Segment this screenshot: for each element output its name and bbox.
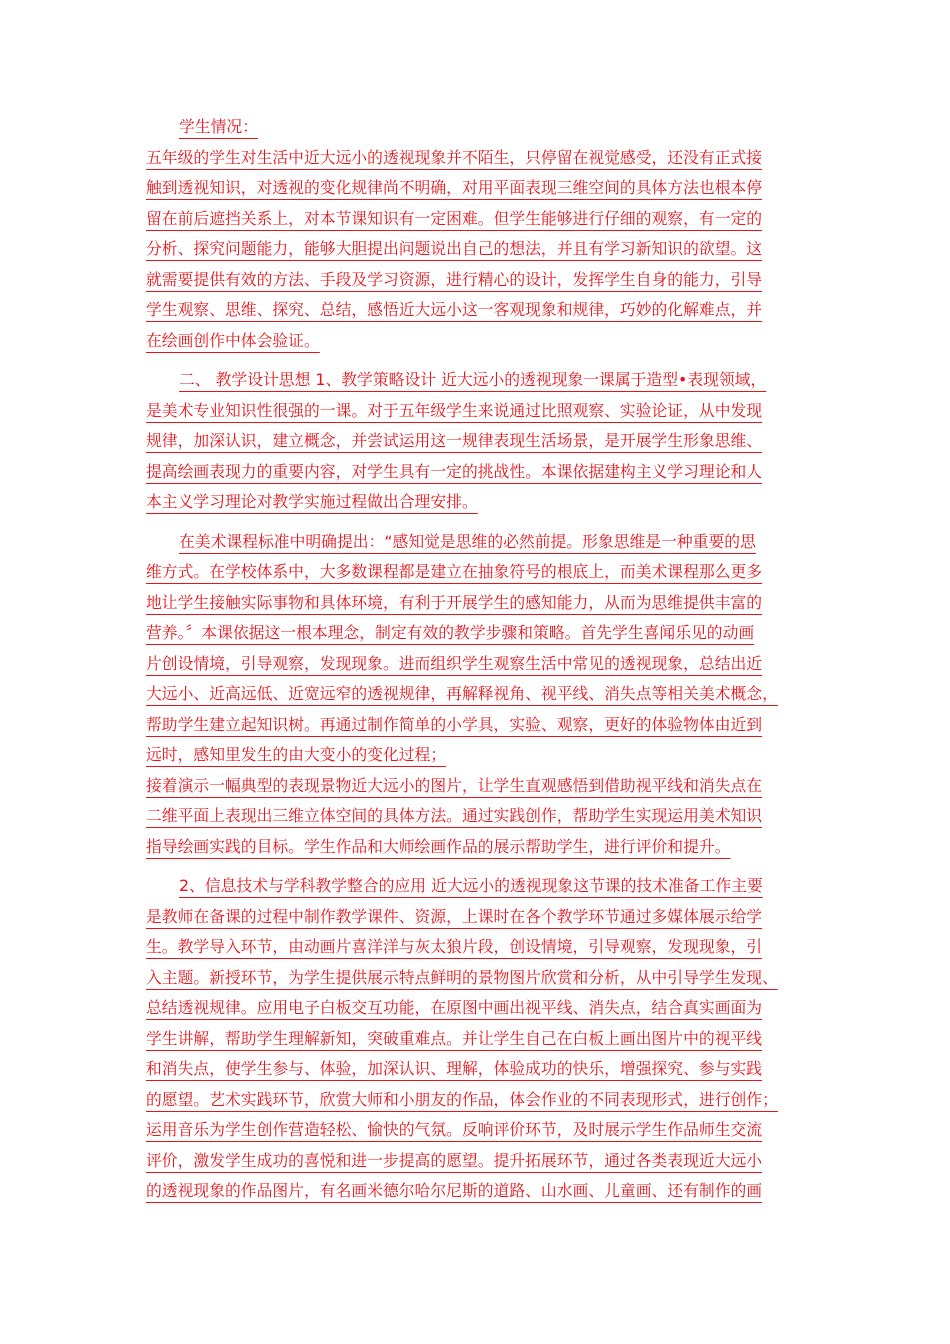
text-line: 二维平面上表现出三维立体空间的具体方法。通过实践创作，帮助学生实现运用美术知识 xyxy=(146,806,763,825)
text-line: 触到透视知识，对透视的变化规律尚不明确，对用平面表现三维空间的具体方法也根本停 xyxy=(146,178,763,197)
text-line: 评价，激发学生成功的喜悦和进一步提高的愿望。提升拓展环节，通过各类表现近大远小 xyxy=(146,1150,763,1170)
text-line: 规律，加深认识，建立概念，并尝试运用这一规律表现生活场景，是开展学生形象思维、 xyxy=(146,431,763,450)
text-line: 学生观察、思维、探究、总结，感悟近大远小这一客观现象和规律，巧妙的化解难点，并 xyxy=(146,300,763,319)
paragraph-gap xyxy=(146,518,802,527)
text-line: 在美术课程标准中明确提出：“感知觉是思维的必然前提。形象思维是一种重要的思 xyxy=(179,531,756,551)
paragraph-gap xyxy=(146,356,802,365)
text-line: 就需要提供有效的方法、手段及学习资源，进行精心的设计，发挥学生自身的能力，引导 xyxy=(146,269,763,289)
text-line: 帮助学生建立起知识树。再通过制作简单的小学具，实验、观察，更好的体验物体由近到 xyxy=(146,714,763,734)
text-line: 大远小、近高远低、近宽远窄的透视规律，再解释视角、视平线、消失点等相关美术概念， xyxy=(146,684,778,703)
text-line: 的透视现象的作品图片，有名画米德尔哈尔尼斯的道路、山水画、儿童画、还有制作的画 xyxy=(146,1181,763,1200)
section-it xyxy=(146,871,802,1207)
text-line: 在绘画创作中体会验证。 xyxy=(146,330,320,350)
section-student xyxy=(146,112,802,356)
text-line: 分析、探究问题能力，能够大胆提出问题说出自己的想法，并且有学习新知识的欲望。这 xyxy=(146,239,763,258)
text-line: 远时，感知里发生的由大变小的变化过程； xyxy=(146,745,447,764)
text-line: 入主题。新授环节，为学生提供展示特点鲜明的景物图片欣赏和分析，从中引导学生发现、 xyxy=(146,967,778,987)
text-line: 地让学生接触实际事物和具体环境，有利于开展学生的感知能力，从而为思维提供丰富的 xyxy=(146,592,763,612)
text-line: 本主义学习理论对教学实施过程做出合理安排。 xyxy=(146,492,478,511)
text-line: 留在前后遮挡关系上，对本节课知识有一定困难。但学生能够进行仔细的观察，有一定的 xyxy=(146,208,763,228)
text-line: 生。教学导入环节，由动画片喜洋洋与灰太狼片段，创设情境，引导观察，发现现象，引 xyxy=(146,937,763,956)
text-line: 指导绘画实践的目标。学生作品和大师绘画作品的展示帮助学生，进行评价和提升。 xyxy=(146,836,731,856)
text-line: 提高绘画表现力的重要内容，对学生具有一定的挑战性。本课依据建构主义学习理论和人 xyxy=(146,461,763,481)
section-heading: 学生情况： xyxy=(179,117,258,136)
text-line: 2、信息技术与学科教学整合的应用 近大远小的透视现象这节课的技术准备工作主要 xyxy=(179,876,763,895)
text-line: 是美术专业知识性很强的一课。对于五年级学生来说通过比照观察、实验论证，从中发现 xyxy=(146,400,763,420)
text-line: 二、 教学设计思想 1、教学策略设计 近大远小的透视现象一课属于造型•表现领域， xyxy=(179,370,767,389)
text-line: 营养。〞本课依据这一根本理念，制定有效的教学步骤和策略。首先学生喜闻乐见的动画 xyxy=(146,623,755,642)
text-line: 学生讲解，帮助学生理解新知，突破重难点。并让学生自己在白板上画出图片中的视平线 xyxy=(146,1028,763,1048)
document-body xyxy=(146,112,802,1207)
text-line: 总结透视规律。应用电子白板交互功能，在原图中画出视平线、消失点，结合真实画面为 xyxy=(146,998,763,1017)
section-design xyxy=(146,365,802,518)
text-line: 五年级的学生对生活中近大远小的透视现象并不陌生，只停留在视觉感受，还没有正式接 xyxy=(146,147,763,167)
text-line: 接着演示一幅典型的表现景物近大远小的图片，让学生直观感悟到借助视平线和消失点在 xyxy=(146,775,763,795)
text-line: 维方式。在学校体系中，大多数课程都是建立在抽象符号的根底上，而美术课程那么更多 xyxy=(146,562,763,581)
text-line: 和消失点，使学生参与、体验，加深认识、理解，体验成功的快乐，增强探究、参与实践 xyxy=(146,1059,763,1078)
paragraph-gap xyxy=(146,862,802,871)
section-standard xyxy=(146,527,802,863)
text-line: 片创设情境，引导观察，发现现象。进而组织学生观察生活中常见的透视现象，总结出近 xyxy=(146,653,763,673)
text-line: 运用音乐为学生创作营造轻松、愉快的气氛。反响评价环节，及时展示学生作品师生交流 xyxy=(146,1120,763,1139)
text-line: 是教师在备课的过程中制作教学课件、资源，上课时在各个教学环节通过多媒体展示给学 xyxy=(146,906,763,926)
text-line: 的愿望。艺术实践环节，欣赏大师和小朋友的作品，体会作业的不同表现形式，进行创作； xyxy=(146,1089,778,1109)
